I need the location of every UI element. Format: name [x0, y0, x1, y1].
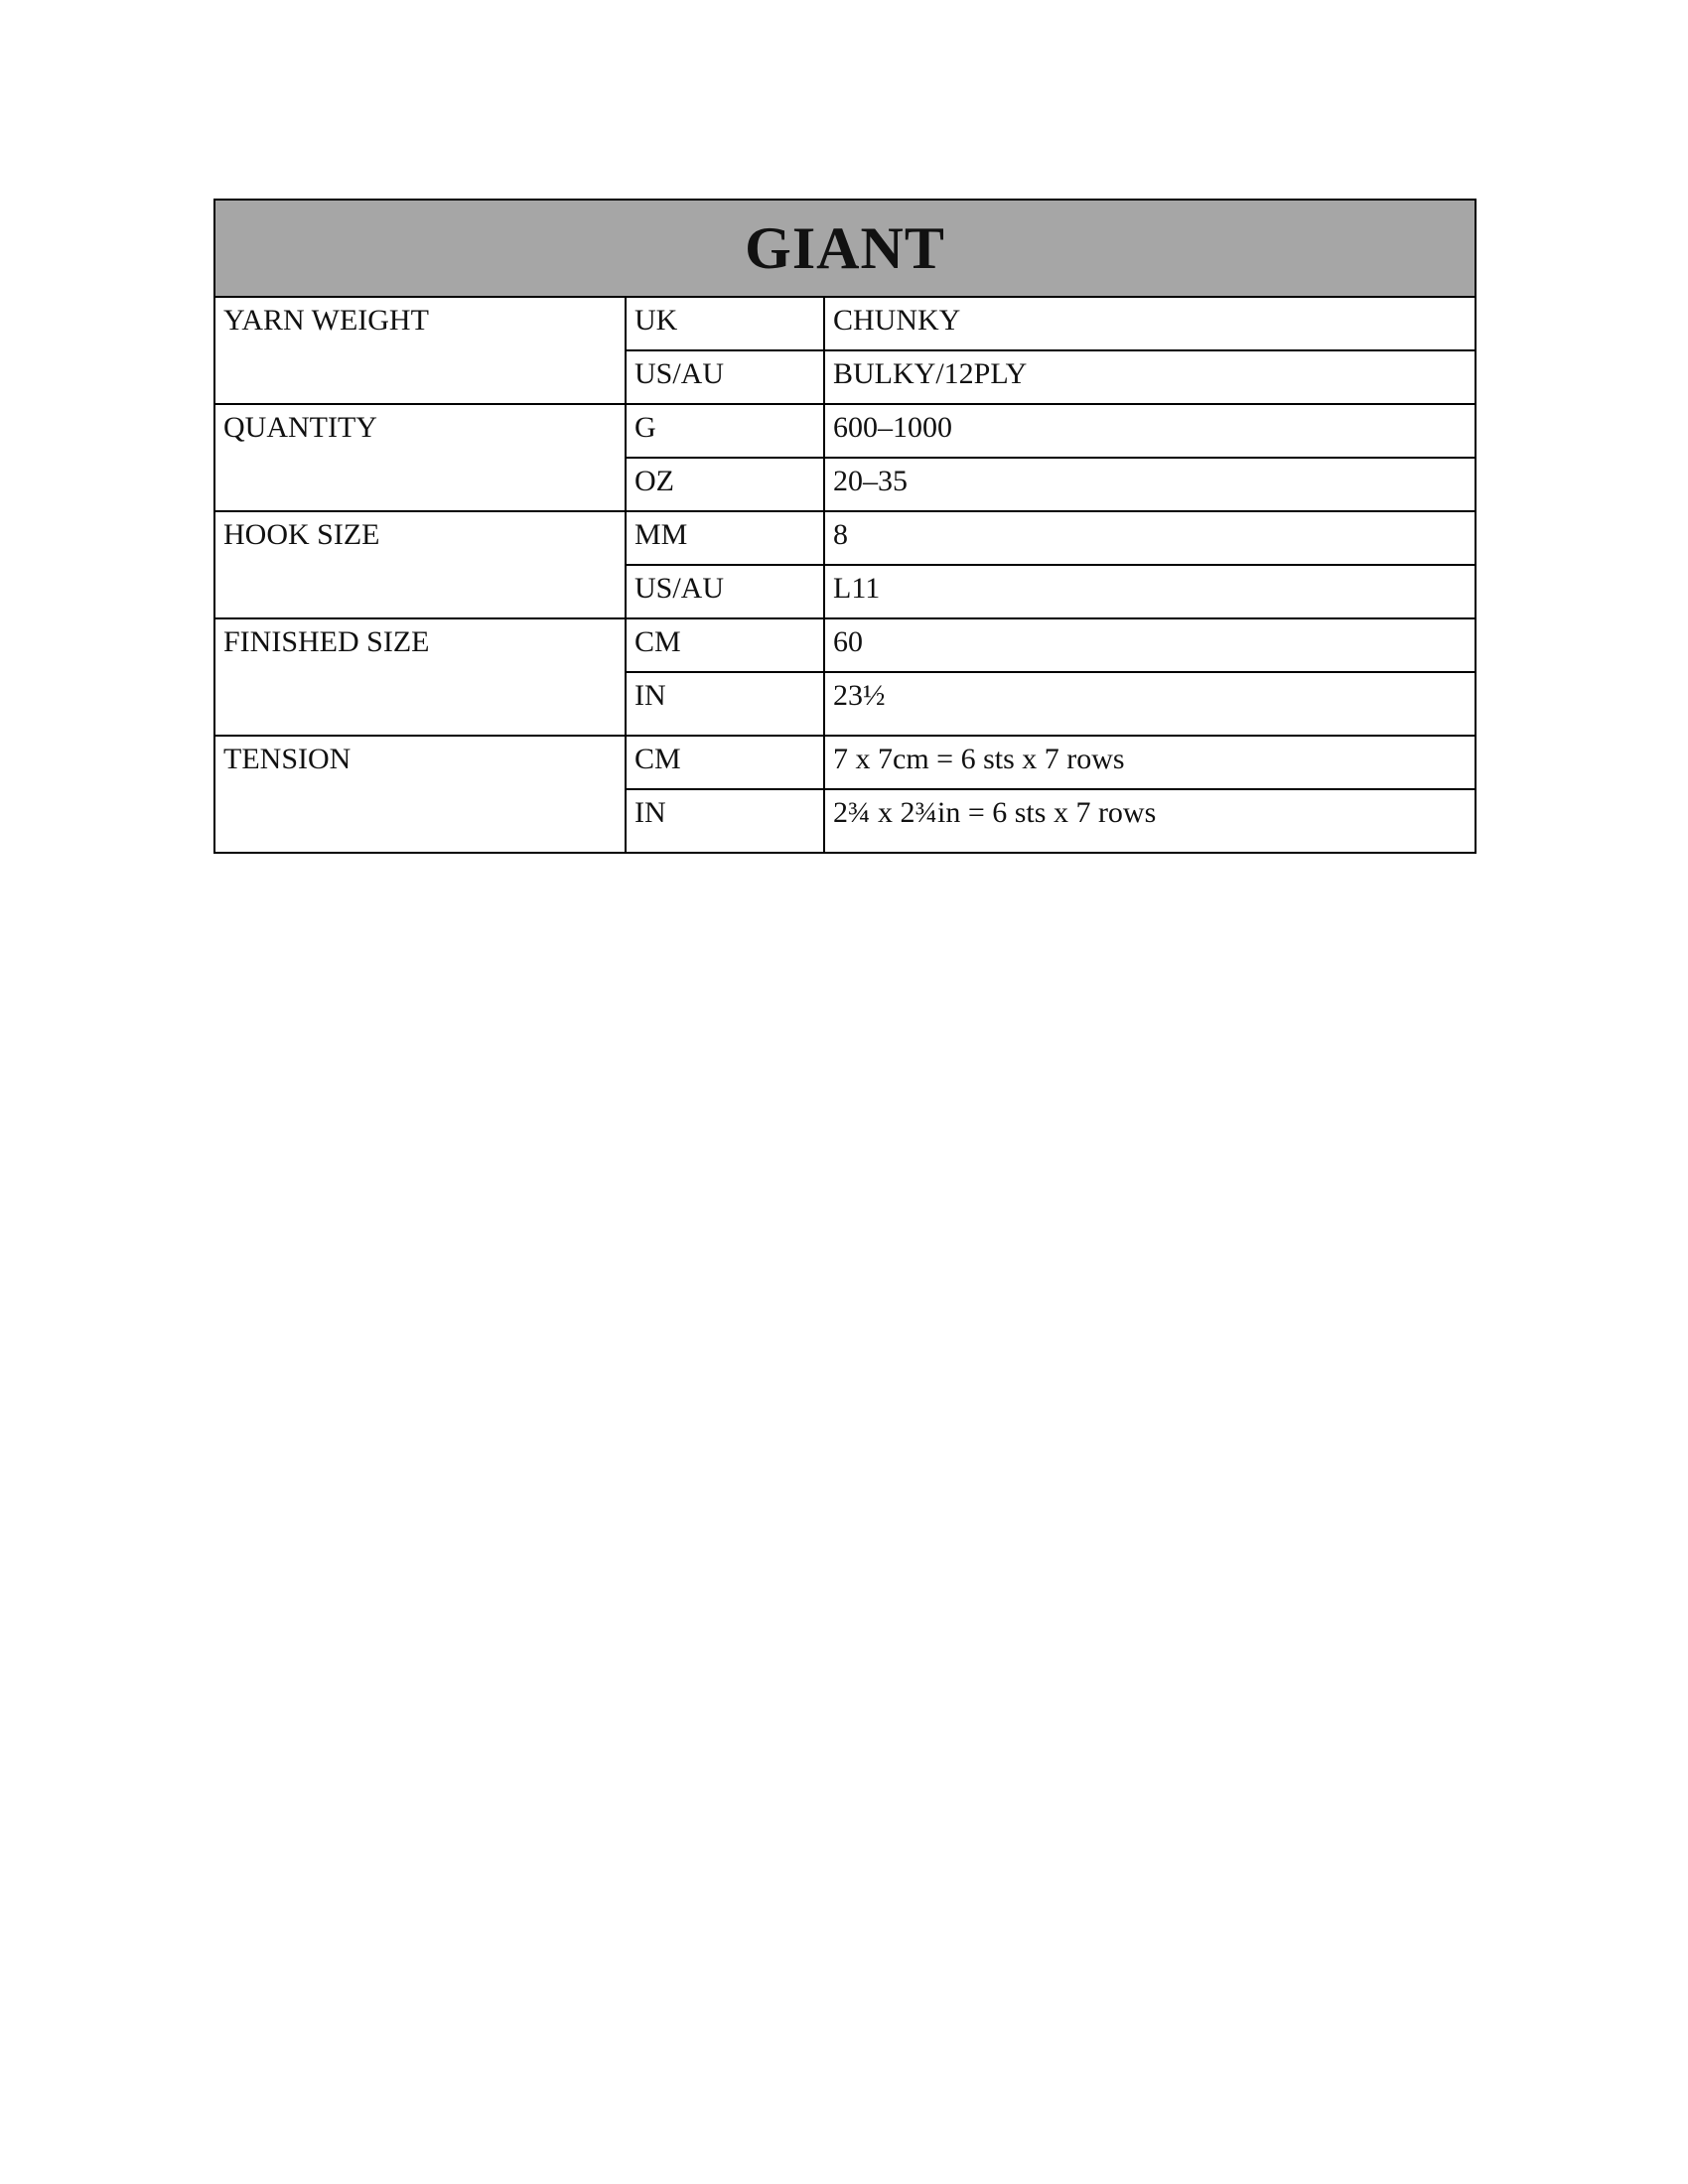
unit-cell: IN	[626, 672, 824, 736]
value-cell: BULKY/12PLY	[824, 350, 1476, 404]
row-label-quantity: QUANTITY	[214, 404, 626, 511]
value-cell: 20–35	[824, 458, 1476, 511]
table-row	[214, 404, 1476, 458]
row-label-hook-size: HOOK SIZE	[214, 511, 626, 618]
table-title: GIANT	[214, 200, 1476, 297]
value-cell: 23½	[824, 672, 1476, 736]
unit-cell: G	[626, 404, 824, 458]
row-label-tension: TENSION	[214, 736, 626, 853]
row-label-yarn-weight: YARN WEIGHT	[214, 297, 626, 404]
unit-cell: IN	[626, 789, 824, 853]
unit-cell: CM	[626, 736, 824, 789]
unit-cell: UK	[626, 297, 824, 350]
unit-cell: OZ	[626, 458, 824, 511]
value-cell: L11	[824, 565, 1476, 618]
yarn-spec-table	[213, 199, 1477, 854]
value-cell: CHUNKY	[824, 297, 1476, 350]
value-cell: 8	[824, 511, 1476, 565]
table-row	[214, 618, 1476, 672]
unit-cell: US/AU	[626, 350, 824, 404]
table-row	[214, 297, 1476, 350]
table-title-row	[214, 200, 1476, 297]
value-cell: 7 x 7cm = 6 sts x 7 rows	[824, 736, 1476, 789]
value-cell: 60	[824, 618, 1476, 672]
unit-cell: CM	[626, 618, 824, 672]
table-row	[214, 736, 1476, 789]
value-cell: 2¾ x 2¾in = 6 sts x 7 rows	[824, 789, 1476, 853]
value-cell: 600–1000	[824, 404, 1476, 458]
table-row	[214, 511, 1476, 565]
row-label-finished-size: FINISHED SIZE	[214, 618, 626, 736]
unit-cell: MM	[626, 511, 824, 565]
unit-cell: US/AU	[626, 565, 824, 618]
